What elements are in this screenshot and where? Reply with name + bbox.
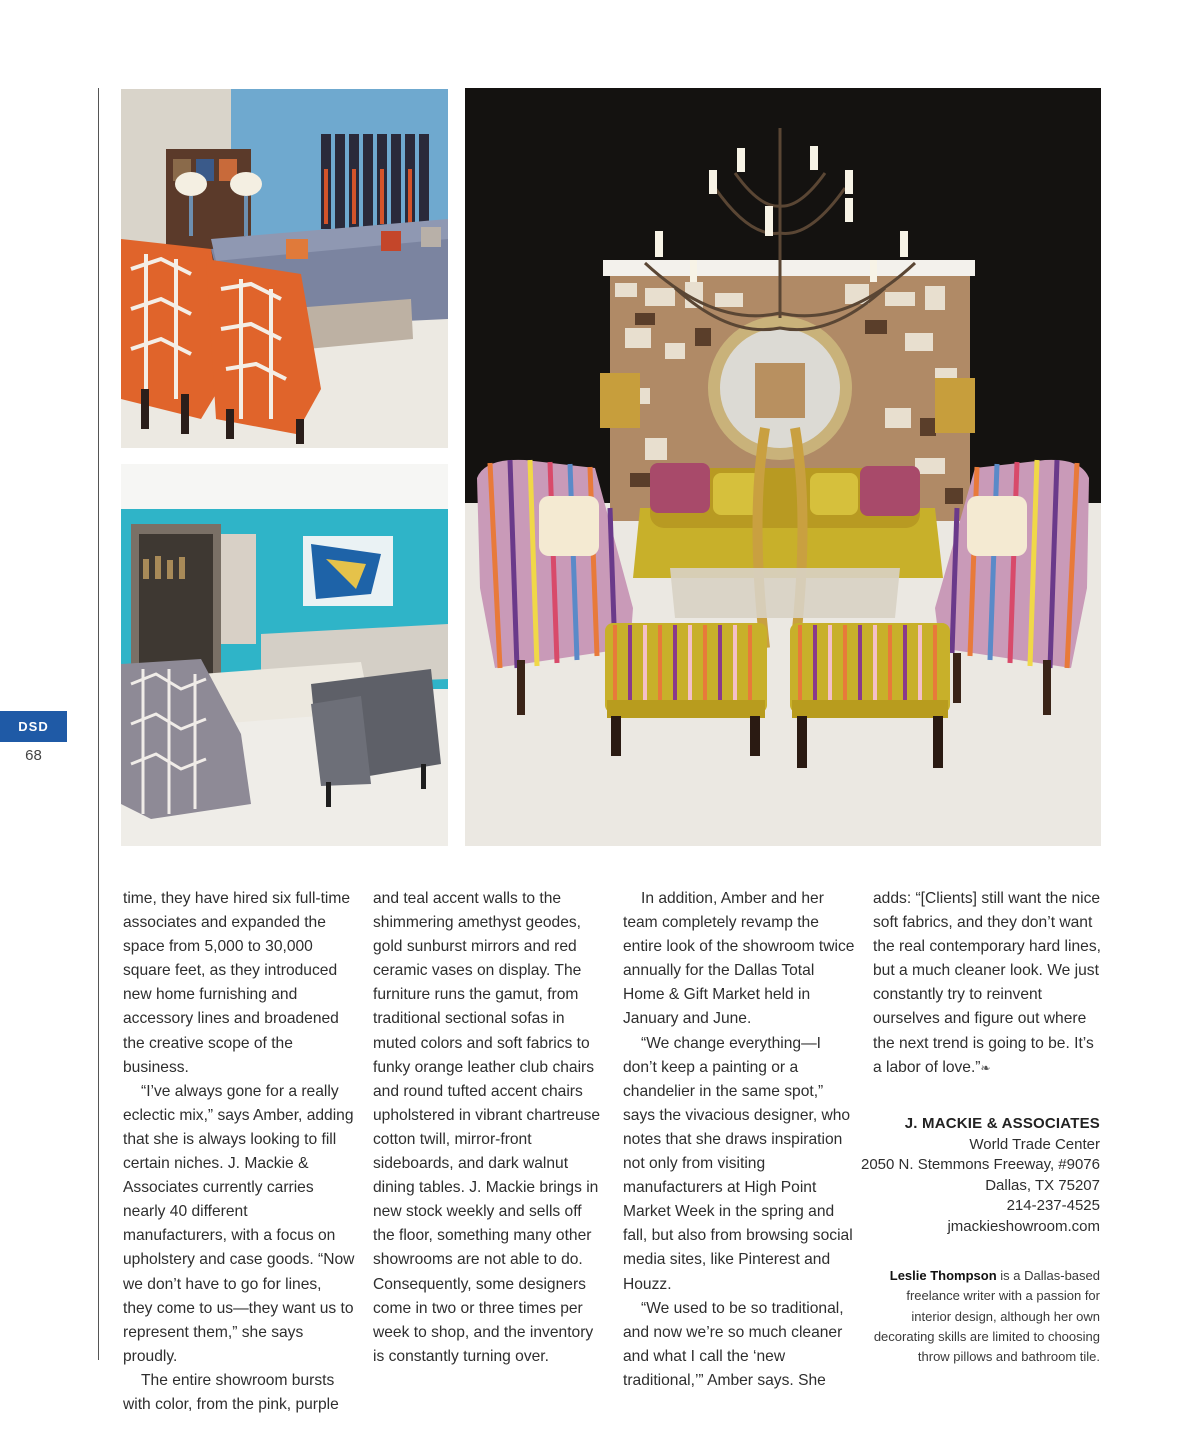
author-name: Leslie Thompson: [889, 1268, 997, 1283]
article-column-2: [373, 887, 605, 1369]
business-website: jmackieshowroom.com: [947, 1217, 1100, 1235]
paragraph-text: adds: “[Clients] still want the nice soft fabrics, and they don’t want the real contemporary hard lines, but a much cleaner look. We just constantly try to reinvent ourselves and figure out where the next trend is going to be. It’s a labor of love.”: [873, 890, 1101, 1076]
author-bio: [870, 1266, 1100, 1367]
paragraph: “We used to be so traditional, and now we’re so much cleaner and what I call the ‘new traditional,’” Amber says. She: [623, 1299, 844, 1389]
paragraph: In addition, Amber and her team completely revamp the entire look of the showroom twice annually for the Dallas Total Home & Gift Market held in January and June.: [623, 890, 855, 1028]
author-bio-text: is a Dallas-based freelance writer with a passion for interior design, although her own decorating skills are limited to choosing throw pillows and bathroom tile.: [873, 1268, 1100, 1365]
article-column-4: [873, 887, 1101, 1080]
paragraph: [873, 887, 1101, 1080]
paragraph: The entire showroom bursts with color, from the pink, purple: [123, 1371, 339, 1413]
photo-teal-room: [121, 464, 448, 846]
end-mark-icon: ❧: [980, 1060, 991, 1075]
paragraph: “I’ve always gone for a really eclectic mix,” says Amber, adding that she is always looking to fill certain niches. J. Mackie & Associates currently carries nearly 40 different manufacturers, with a focus on upholstery and case goods. “Now we don’t have to go for lines, they come to us—they want us to represent them,” she says proudly.: [123, 1082, 355, 1365]
business-info: [860, 1114, 1100, 1238]
magazine-badge: DSD: [0, 711, 67, 742]
business-address-line3: Dallas, TX 75207: [985, 1176, 1100, 1194]
paragraph: and teal accent walls to the shimmering amethyst geodes, gold sunburst mirrors and red ceramic vases on display. The furniture runs the gamut, from traditional sectional sofas in muted colors and soft fabrics to funky orange leather club chairs and round tufted accent chairs upholstered in vibrant chartreuse cotton twill, mirror-front sideboards, and dark walnut dining tables. J. Mackie brings in new stock weekly and sells off the floor, something many other showrooms are not able to do. Consequently, some designers come in two or three times per week to shop, and the inventory is constantly turning over.: [373, 890, 601, 1365]
page-number: 68: [25, 747, 42, 764]
business-phone: 214-237-4525: [1006, 1197, 1100, 1215]
photo-chandelier-vignette: [465, 88, 1101, 846]
business-address-line2: 2050 N. Stemmons Freeway, #9076: [860, 1156, 1100, 1174]
margin-rule: [98, 88, 99, 1360]
article-column-3: [623, 887, 855, 1393]
business-address-line1: World Trade Center: [969, 1135, 1100, 1153]
article-column-1: [123, 887, 355, 1417]
photo-orange-chairs: [121, 89, 448, 448]
business-name: J. MACKIE & ASSOCIATES: [904, 1115, 1100, 1132]
paragraph: time, they have hired six full-time associates and expanded the space from 5,000 to 30,000 square feet, as they introduced new home furnishing and accessory lines and broadened the creative scope of the business.: [123, 890, 351, 1076]
paragraph: “We change everything—I don’t keep a painting or a chandelier in the same spot,” says the vivacious designer, who notes that she draws inspiration not only from visiting manufacturers at High Point Market Week in the spring and fall, but also from browsing social media sites, like Pinterest and Houzz.: [623, 1034, 853, 1293]
